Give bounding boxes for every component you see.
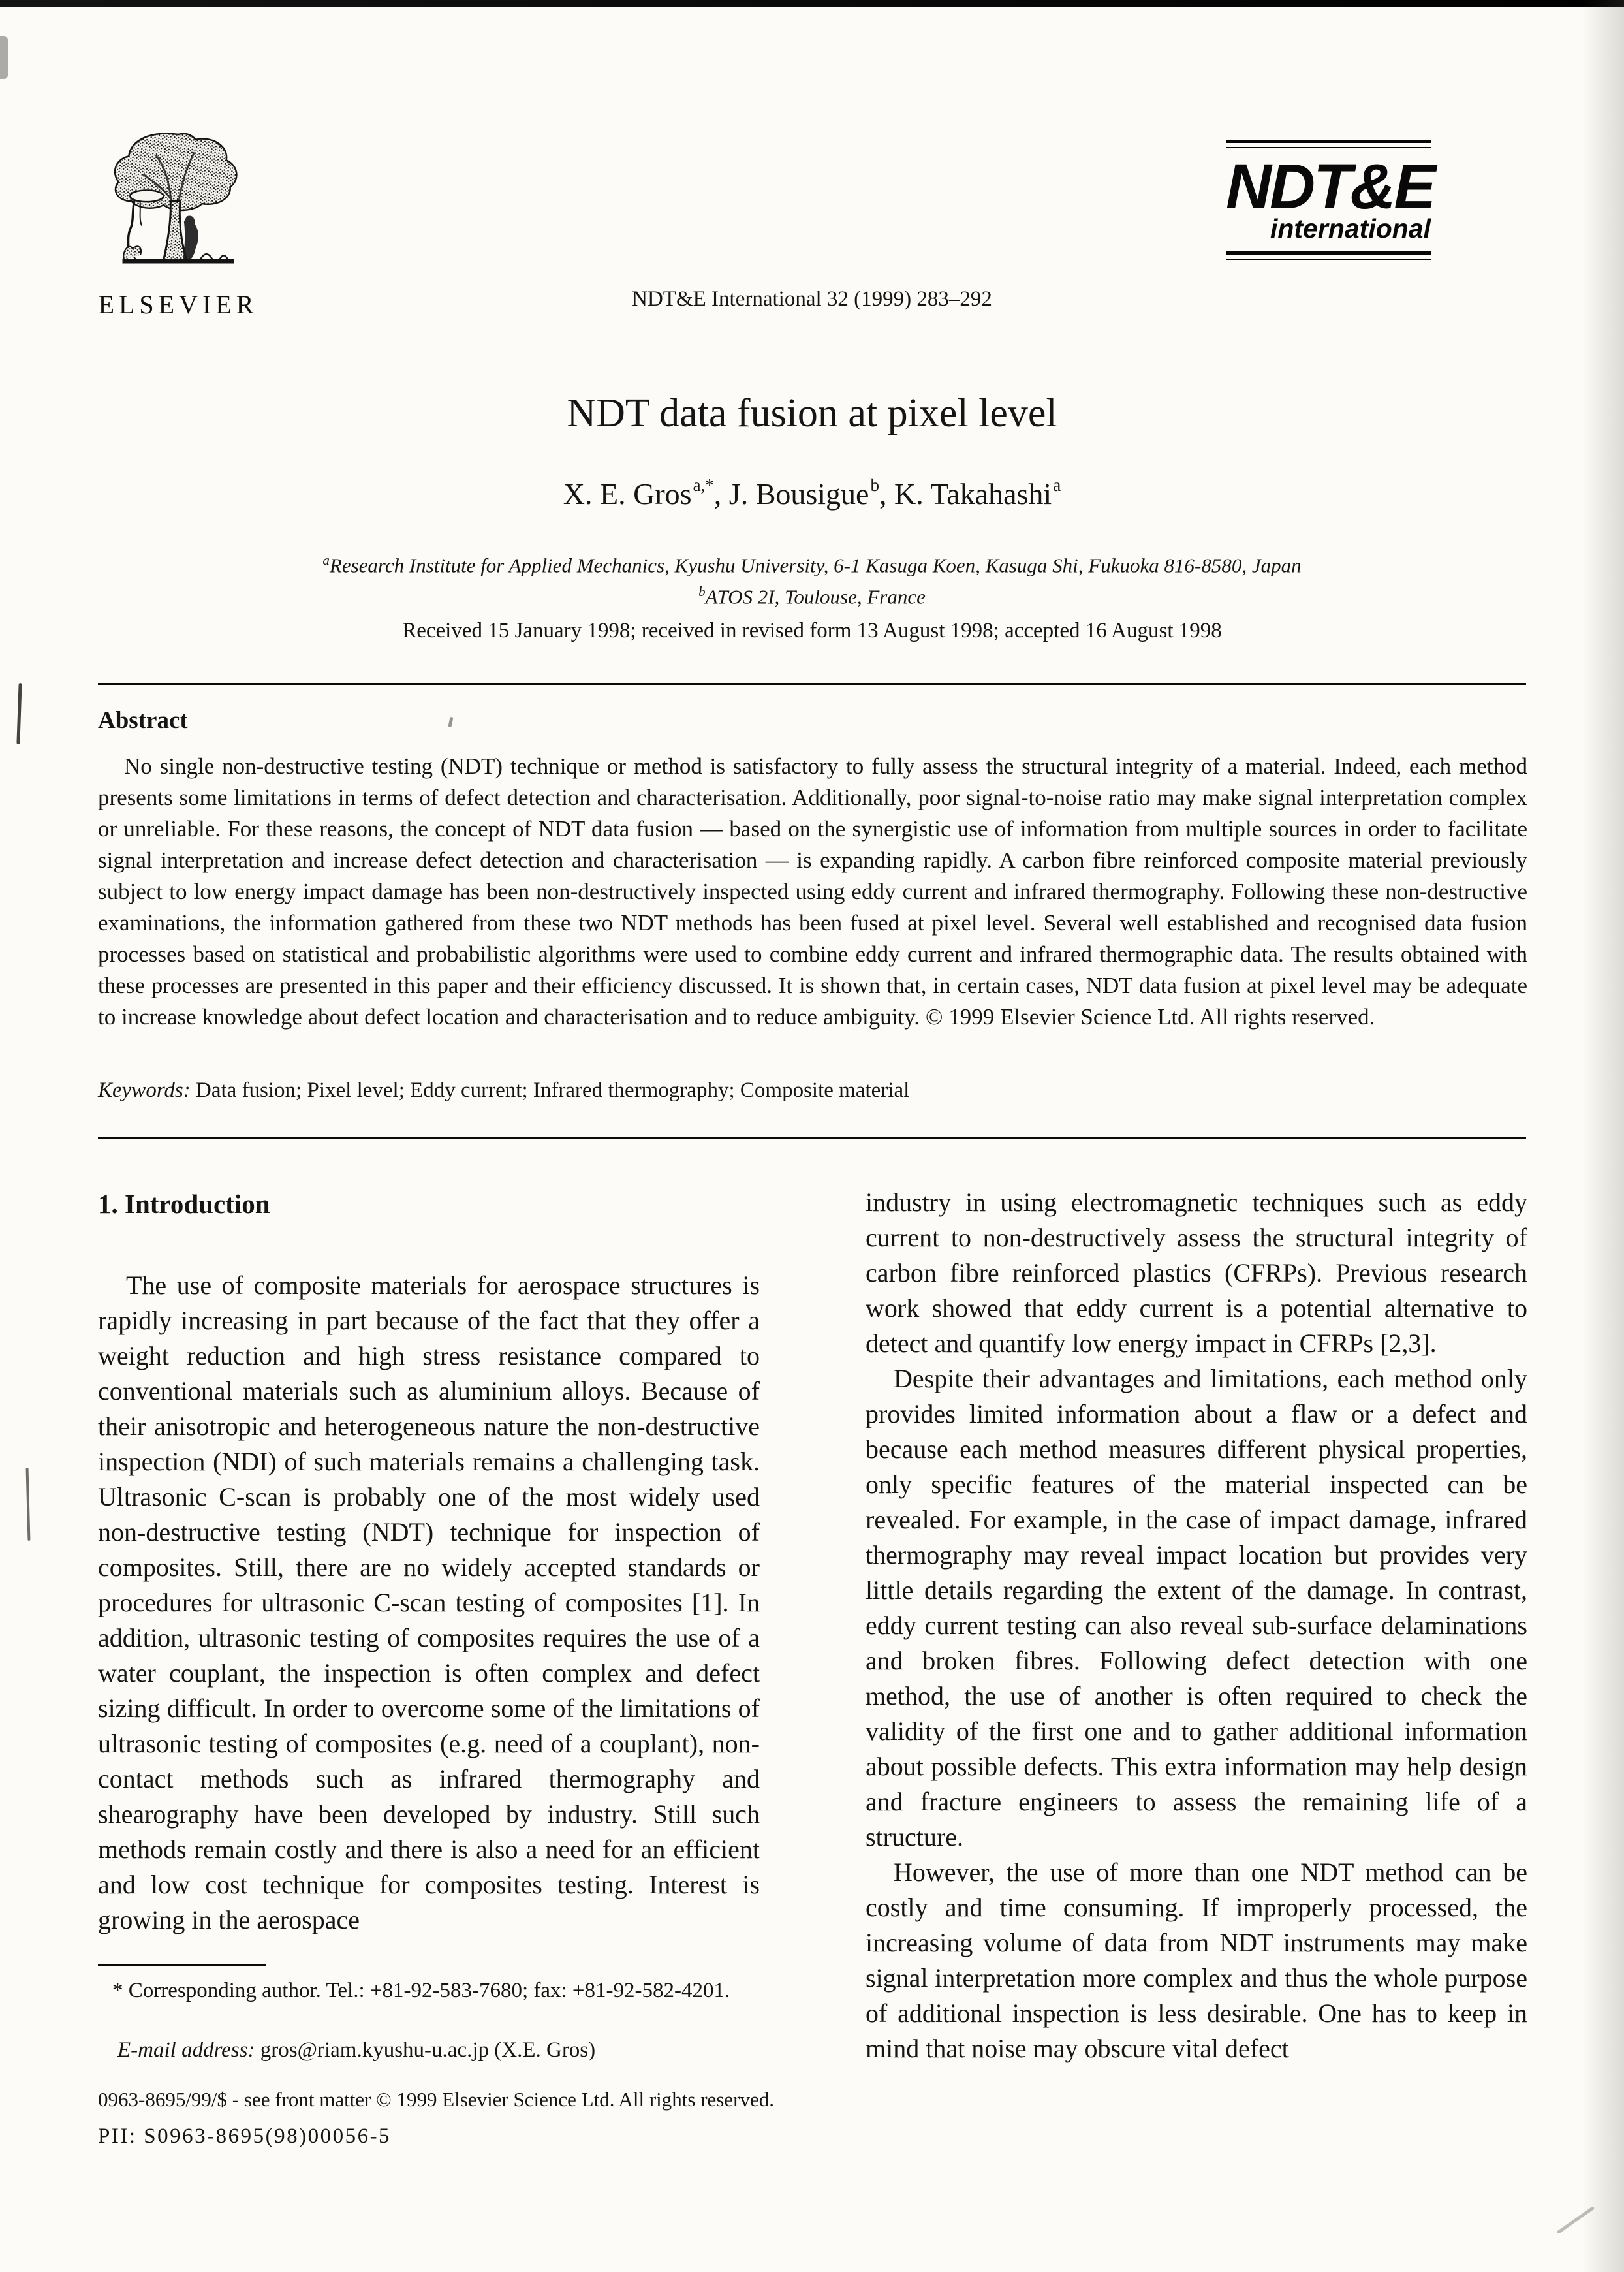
ndte-wordmark-sub: international xyxy=(1270,213,1431,244)
author-separator: , xyxy=(713,477,729,511)
keywords-line xyxy=(98,1079,1527,1103)
section-divider xyxy=(98,1137,1526,1139)
scan-pen-mark xyxy=(26,1468,31,1541)
section-heading-introduction: 1. Introduction xyxy=(98,1189,270,1219)
email-address-line xyxy=(98,2038,760,2062)
scan-edge-strip xyxy=(0,0,1624,7)
body-column-left xyxy=(98,1268,760,1938)
authors-line xyxy=(0,477,1624,511)
ndte-wordmark: NDT&E xyxy=(1226,151,1435,222)
abstract-heading: Abstract xyxy=(98,707,188,734)
logo-rule xyxy=(1226,251,1431,255)
abstract-text: No single non-destructive testing (NDT) technique or method is satisfactory to fully assess the structural integrity of a material. Indeed, each method presents some limitations in terms of defect detection and characterisation. Additionally, poor signal-to-noise ratio may make signal interpretation complex or unreliable. For these reasons, the concept of NDT data fusion — based on the synergistic use of information from multiple sources in order to facilitate signal interpretation and increase defect detection and characterisation — is expanding rapidly. A carbon fibre reinforced composite material previously subject to low energy impact damage has been non-destructively inspected using eddy current and infrared thermography. Following these non-destructive examinations, the information gathered from these two NDT methods has been fused at pixel level. Several well established and recognised data fusion processes based on statistical and probabilistic algorithms were used to combine eddy current and infrared thermographic data. The results obtained with these processes are presented in this paper and their efficiency discussed. It is shown that, in certain cases, NDT data fusion at pixel level may be adequate to increase knowledge about defect location and characterisation and to reduce ambiguity. © 1999 Elsevier Science Ltd. All rights reserved. xyxy=(98,753,1527,1030)
pii-line: PII: S0963-8695(98)00056-5 xyxy=(98,2124,392,2148)
elsevier-tree-icon xyxy=(104,275,252,286)
body-paragraph: Despite their advantages and limitations, each method only provides limited information about a flaw or a defect and because each method measures different physical properties, only specific features of the material inspected can be revealed. For example, in the case of impact damage, infrared thermography may reveal impact location but provides very little details regarding the extent of the damage. In contrast, eddy current testing can also reveal sub-surface delaminations and broken fibres. Following defect detection with one method, the use of another is often required to check the validity of the first one and to gather additional information about possible defects. This extra information may help design and fracture engineers to assess the remaining life of a structure. xyxy=(866,1364,1527,1852)
scan-speck xyxy=(448,717,453,728)
footnote-divider xyxy=(98,1964,266,1966)
body-paragraph: However, the use of more than one NDT method can be costly and time consuming. If improperly processed, the increasing volume of data from NDT instruments may make signal interpretation more complex and thus the whole purpose of additional inspection is less desirable. One has to keep in mind that noise may obscure vital defect xyxy=(866,1857,1527,2063)
keywords-label: Keywords: xyxy=(98,1079,191,1102)
scan-pen-mark xyxy=(16,683,22,744)
author-affiliation-mark: b xyxy=(870,475,879,495)
scan-shadow xyxy=(1582,0,1624,2272)
email-label: E-mail address: xyxy=(117,2038,255,2062)
ndte-journal-logo xyxy=(1226,140,1435,260)
affiliation-text: ATOS 2I, Toulouse, France xyxy=(705,585,926,608)
author-affiliation-mark: a,* xyxy=(693,475,714,495)
logo-rule xyxy=(1226,259,1431,260)
affiliation xyxy=(0,552,1624,577)
journal-citation: NDT&E International 32 (1999) 283–292 xyxy=(632,287,992,311)
author-separator: , xyxy=(879,477,894,511)
body-paragraph: industry in using electromagnetic techniques such as eddy current to non-destructively assess the structural integrity of carbon fibre reinforced plastics (CFRPs). Previous research work showed that eddy current is a potential alternative to detect and quantify low energy impact in CFRPs [2,3]. xyxy=(866,1188,1527,1358)
copyright-line: 0963-8695/99/$ - see front matter © 1999 Elsevier Science Ltd. All rights reserved. xyxy=(98,2088,774,2111)
author-affiliation-mark: a xyxy=(1053,475,1061,495)
section-divider xyxy=(98,683,1526,685)
scan-smudge xyxy=(0,36,8,79)
author-name: K. Takahashi xyxy=(894,477,1052,511)
logo-rule xyxy=(1226,147,1431,148)
body-column-right xyxy=(866,1185,1527,2066)
article-title: NDT data fusion at pixel level xyxy=(567,391,1057,435)
affiliation-text: Research Institute for Applied Mechanics, Kyushu University, 6-1 Kasuga Koen, Kasuga Shi, Fukuoka 816-8580, Japan xyxy=(329,554,1302,577)
author-name: J. Bousigue xyxy=(728,477,869,511)
logo-rule xyxy=(1226,140,1431,143)
affiliation xyxy=(0,584,1624,608)
affiliation-mark: b xyxy=(698,584,706,599)
received-dates: Received 15 January 1998; received in revised form 13 August 1998; accepted 16 August 1998 xyxy=(402,619,1222,642)
affiliation-mark: a xyxy=(322,552,330,568)
elsevier-logo xyxy=(93,129,264,320)
elsevier-wordmark: ELSEVIER xyxy=(98,290,258,319)
keywords-text: Data fusion; Pixel level; Eddy current; Infrared thermography; Composite material xyxy=(190,1079,910,1102)
corresponding-author-footnote: * Corresponding author. Tel.: +81-92-583-7680; fax: +81-92-582-4201. xyxy=(112,1979,730,2002)
email-value: gros@riam.kyushu-u.ac.jp (X.E. Gros) xyxy=(255,2038,596,2062)
author-name: X. E. Gros xyxy=(563,477,692,511)
body-paragraph: The use of composite materials for aerospace structures is rapidly increasing in part because of the fact that they offer a weight reduction and high stress resistance compared to conventional materials such as aluminium alloys. Because of their anisotropic and heterogeneous nature the non-destructive inspection (NDI) of such materials remains a challenging task. Ultrasonic C-scan is probably one of the most widely used non-destructive testing (NDT) technique for inspection of composites. Still, there are no widely accepted standards or procedures for ultrasonic C-scan testing of composites [1]. In addition, ultrasonic testing of composites requires the use of a water couplant, the inspection is often complex and defect sizing difficult. In order to overcome some of the limitations of ultrasonic testing of composites (e.g. need of a couplant), non-contact methods such as infrared thermography and shearography have been developed by industry. Still such methods remain costly and there is also a need for an efficient and low cost technique for composites testing. Interest is growing in the aerospace xyxy=(98,1270,760,1934)
